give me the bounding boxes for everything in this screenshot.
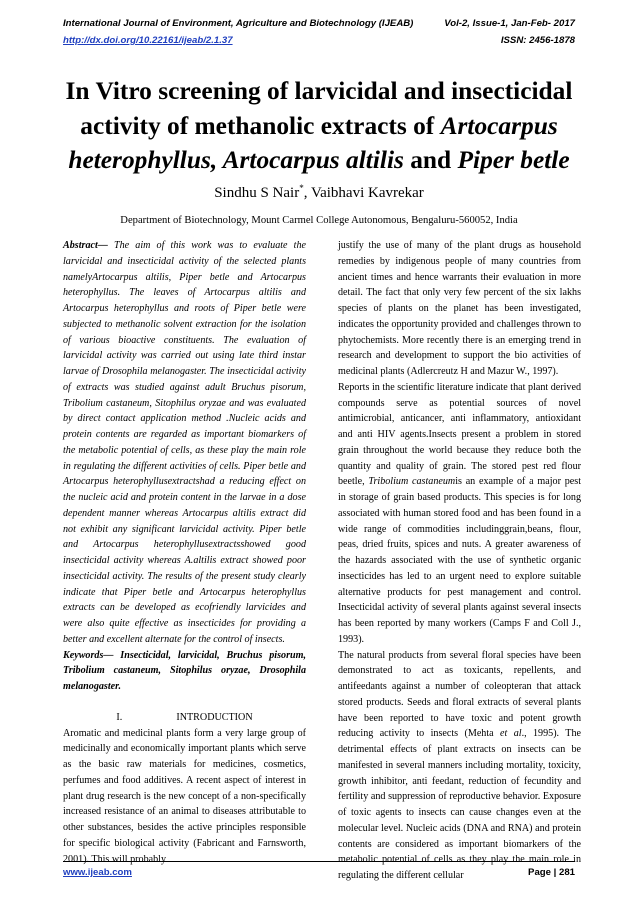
website-link[interactable]: www.ijeab.com: [63, 867, 132, 878]
author-1: Sindhu S Nair: [214, 185, 300, 201]
right-column: [338, 238, 581, 884]
author-separator: ,: [303, 185, 311, 201]
paper-title: [40, 74, 598, 178]
keywords-text: Insecticidal, larvicidal, Bruchus pisorum, Tribolium castaneum, Sitophilus oryzae, Drosophila melanogaster.: [63, 649, 306, 692]
author-2: Vaibhavi Kavrekar: [310, 185, 424, 201]
author-list: [0, 179, 638, 202]
abstract-label: Abstract—: [63, 240, 108, 251]
right-paragraph-1: justify the use of many of the plant drugs as household remedies by indigenous people of many countries from ancient times and hence warrants their evaluation in more detail. The fact that only very few percent of the six lakhs species of plants on the planet has been investigated, indicates the opportunity provided and challenges thrown to phytochemists. More recently there is an emerging trend in research and development to support the bio activities of medicinal plants (Adlercreutz H and Mazur W., 1997).: [338, 240, 581, 377]
volume-issue: Vol-2, Issue-1, Jan-Feb- 2017: [444, 18, 575, 29]
right-paragraph-3: [338, 648, 581, 884]
section-title: INTRODUCTION: [176, 711, 253, 723]
corresponding-mark: *: [299, 183, 304, 193]
p2-text-b: is an example of a major pest in storage of grain based products. This species is for long associated with human stored food and has been found in a wide range of commodities includinggrain,beans, flour, peas, dried fruits, spices and nuts. A greater awareness of the hazards associated with the use of synthetic organic insecticides has led to an urgent need to explore suitable alternative products for pest management and control. Insecticidal activity of several plants against several insects has been reported by many workers (Camps F and Coll J., 1993).: [338, 476, 581, 645]
p2-text-a: Reports in the scientific literature indicate that plant derived compounds serve as potential sources of novel antimicrobial, anticancer, anti inflammatory, antioxidant and anti HIV agents.Insects present a problem in stored grain throughout the world because they reduce both the quantity and quality of grain. The stored pest red flour beetle,: [338, 381, 581, 488]
journal-name: International Journal of Environment, Agriculture and Biotechnology (IJEAB): [63, 18, 414, 29]
abstract-text: The aim of this work was to evaluate the larvicidal and insecticidal activity of the selected plants namelyArtocarpus altilis, Piper betle and Artocarpus heterophyllus. The leaves of Artocarpus altilis and Artocarpus heterophyllus and roots of Piper betle were subjected to methanolic solvent extraction for the isolation of various bioactive constituents. The evaluation of larvicidal activity was carried out using late third instar larvae of Drosophila melanogaster. The insecticidal activity of extracts was studied against adult Bruchus pisorum, Tribolium castaneum, Sitophilus oryzae and was evaluated by direct contact application method .Nucleic acids and protein contents are regarded as important biomarkers of the metabolic potential of cells, as these play the main role in regulating the different activities of cells. Piper betle and Artocarpus heterophyllusextractshad a reducing effect on the nucleic acid and protein content in the larvae in a dose dependent manner whereas Artocarpus altilis extract did not exhibit any significant larvicidal activity. Piper betle and Artocarpus heterophyllusextractsshowed good insecticidal activity whereas A.altilis extract showed poor insecticidal activity. The results of the present study clearly indicate that Piper betle and Artocarpus heterophyllus extracts can be developed as ecofriendly larvicides and were also quite effective as insecticides for providing a better and excellent alternate for the control of insects.: [63, 240, 306, 645]
affiliation: Department of Biotechnology, Mount Carmel College Autonomous, Bengaluru-560052, India: [120, 215, 518, 226]
issn: ISSN: 2456-1878: [500, 35, 575, 46]
left-column: [63, 238, 306, 867]
title-text: In Vitro screening of larvicidal and insecticidal activity of methanolic extracts of: [65, 77, 573, 140]
p2-species: Tribolium castaneum: [368, 476, 456, 488]
p3-etal: et al: [500, 728, 522, 740]
intro-paragraph: Aromatic and medicinal plants form a very large group of medicinally and economically important plants which serve as the basic raw materials for medicines, cosmetics, perfumes and food additives. A recent aspect of interest in plant drug research is the new concept of a non-specifically increased resistance of an animal to diseases attributable to other substances, besides the active principles responsible for specific biological activity (Fabricant and Farnsworth, 2001). This will probably: [63, 727, 306, 865]
keywords: [63, 648, 306, 695]
page-footer: [63, 867, 575, 881]
abstract: [63, 238, 306, 648]
page-number: Page | 281: [528, 867, 575, 878]
footer-rule: [63, 861, 575, 862]
doi-link[interactable]: http://dx.doi.org/10.22161/ijeab/2.1.37: [63, 35, 233, 46]
title-species-1: Artocarpus heterophyllus, Artocarpus altilis: [68, 111, 558, 174]
section-heading-introduction: [63, 710, 306, 726]
right-paragraph-2: [338, 380, 581, 648]
title-and: and: [403, 146, 458, 174]
keywords-label: Keywords—: [63, 649, 114, 661]
p3-text-b: ., 1995). The detrimental effects of plant extracts on insects can be manifested in several manners including mortality, toxicity, growth inhibitor, anti feedant, reduction of fecundity and fertility and suppression of reproductive behavior. Exposure of toxic agents to insects can cause changes even at the molecular level. Nucleic acids (DNA and RNA) and protein contents are considered as important biomarkers of the metabolic potential of cells as they play the main role in regulating the different cellular: [338, 728, 581, 881]
p3-text-a: The natural products from several floral species have been demonstrated to act as toxicants, repellents, and antifeedants against a number of coleopteran that attack stored products. Seeds and floral extracts of several plants have been reported to have toxic and potent growth reducing activity to insects (Mehta: [338, 649, 581, 740]
section-number: I.: [116, 711, 123, 723]
title-species-2: Piper betle: [457, 146, 570, 174]
